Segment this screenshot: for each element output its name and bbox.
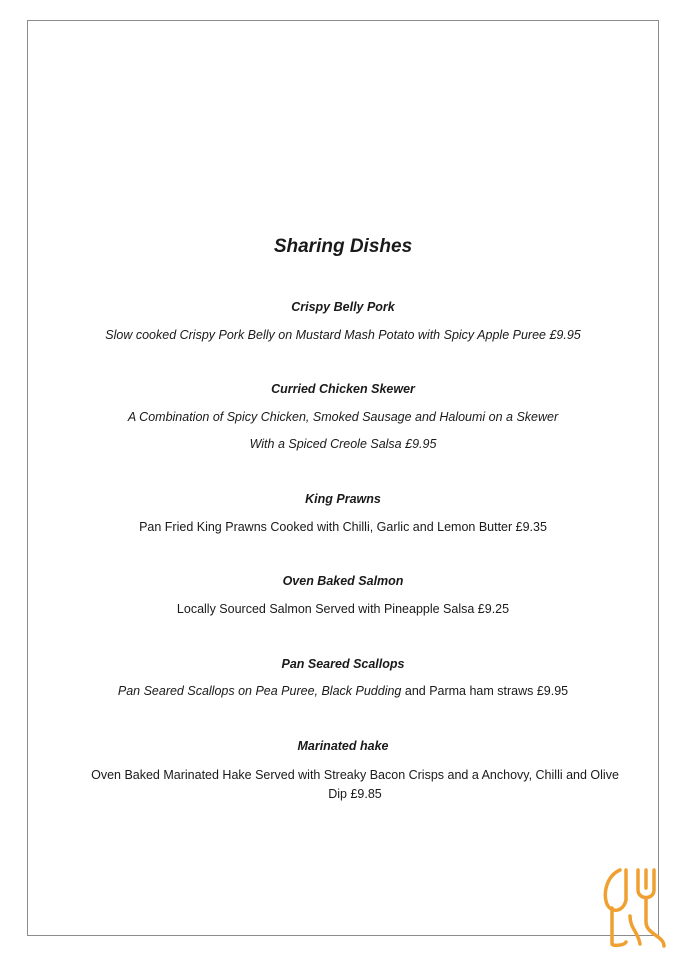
dish-description: Pan Fried King Prawns Cooked with Chilli, Garlic and Lemon Butter £9.35 xyxy=(139,520,547,534)
fork-and-spoon-logo-icon xyxy=(598,866,670,948)
dish-name: Pan Seared Scallops xyxy=(281,657,405,671)
dish-description: Locally Sourced Salmon Served with Pineapple Salsa £9.25 xyxy=(176,602,510,616)
dish-description: A Combination of Spicy Chicken, Smoked Sausage and Haloumi on a Skewer xyxy=(127,410,559,424)
dish-description: With a Spiced Creole Salsa £9.95 xyxy=(249,437,437,451)
dish-name: Marinated hake xyxy=(297,739,389,753)
dish-name: Crispy Belly Pork xyxy=(291,300,395,314)
dish-description-italic: Pan Seared Scallops on Pea Puree, Black Pudding xyxy=(117,684,402,698)
dish-description: Oven Baked Marinated Hake Served with Streaky Bacon Crisps and a Anchovy, Chilli and Olive Dip £9.85 xyxy=(91,768,619,801)
menu-title: Sharing Dishes xyxy=(273,236,413,257)
dish-description-normal: and Parma ham straws £9.95 xyxy=(401,684,569,698)
dish-name: King Prawns xyxy=(305,492,381,506)
dish-description: Slow cooked Crispy Pork Belly on Mustard Mash Potato with Spicy Apple Puree £9.95 xyxy=(105,328,581,342)
dish-name: Curried Chicken Skewer xyxy=(271,382,415,396)
dish-name: Oven Baked Salmon xyxy=(282,574,404,588)
dish-description xyxy=(27,684,659,698)
